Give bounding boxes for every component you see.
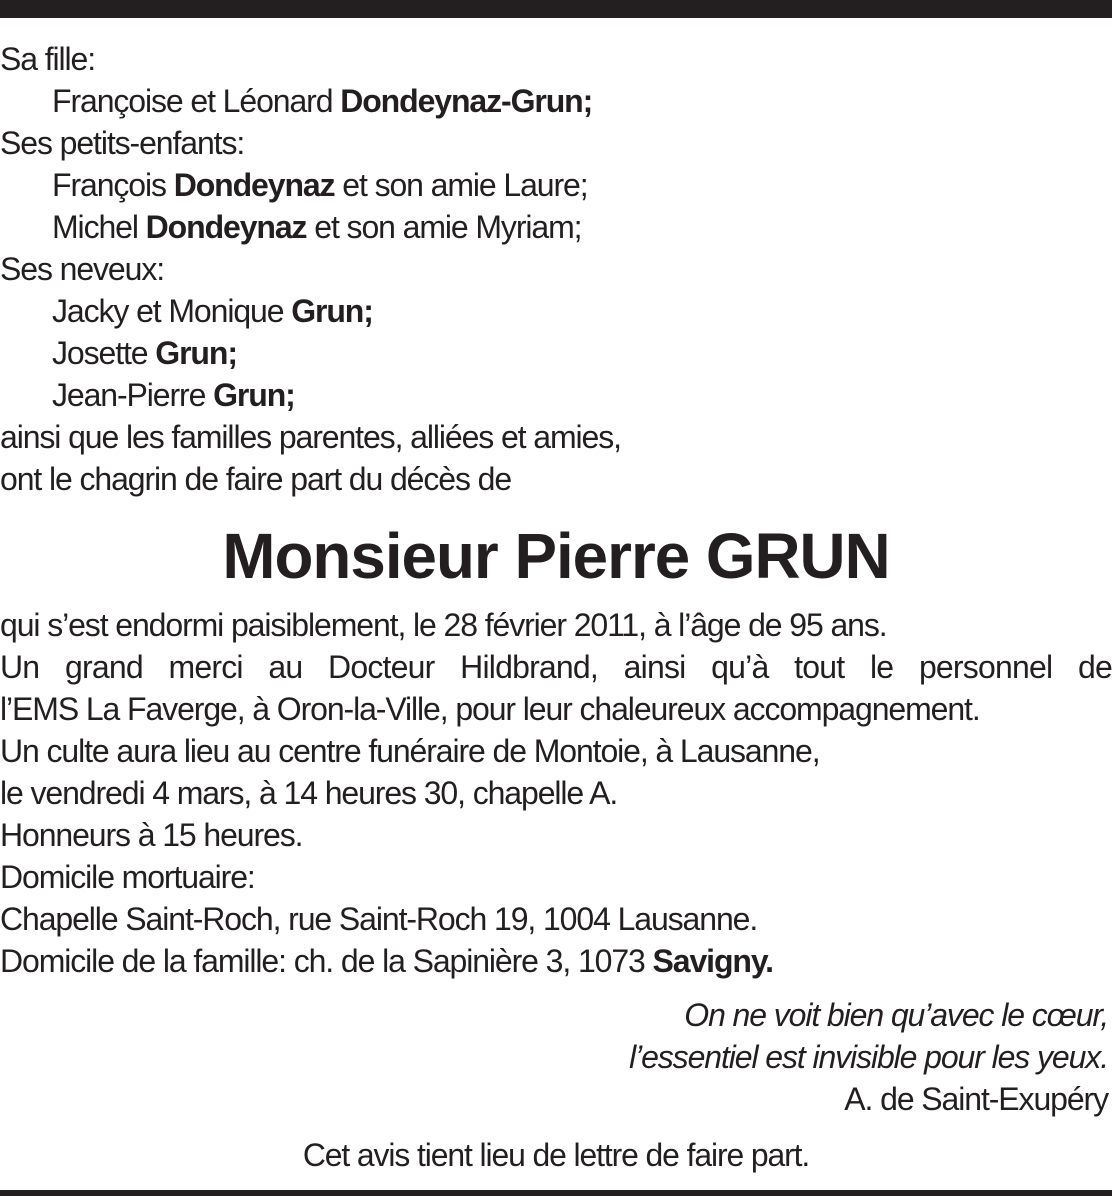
nephew-line-1 — [52, 290, 373, 332]
thanks-word: Un — [0, 649, 40, 685]
grandchild-name: Michel — [52, 209, 138, 245]
quote-line-2: l’essentiel est invisible pour les yeux. — [629, 1039, 1108, 1075]
nephew-name: Josette — [52, 335, 148, 371]
family-home-town: Savigny. — [652, 943, 773, 979]
passing-line: qui s’est endormi paisiblement, le 28 février 2011, à l’âge de 95 ans. — [0, 607, 887, 643]
thanks-word: ainsi — [623, 649, 686, 685]
thanks-word: Docteur — [328, 649, 435, 685]
thanks-word: de — [1077, 649, 1112, 685]
grandchildren-label: Ses petits-enfants: — [0, 125, 245, 161]
thanks-word: grand — [64, 649, 143, 685]
honours-line: Honneurs à 15 heures. — [0, 817, 303, 853]
footer-notice: Cet avis tient lieu de lettre de faire part. — [302, 1137, 810, 1173]
nephew-name: Jacky et Monique — [52, 293, 284, 329]
daughter-surname: Dondeynaz-Grun; — [340, 83, 593, 119]
grandchild-surname: Dondeynaz — [145, 209, 307, 245]
service-line-1: Un culte aura lieu au centre funéraire de Montoie, à Lausanne, — [0, 733, 820, 769]
thanks-line-1 — [0, 646, 1112, 688]
nephew-surname: Grun; — [291, 293, 373, 329]
bottom-rule — [0, 1190, 1112, 1196]
thanks-word: au — [268, 649, 303, 685]
nephews-label: Ses neveux: — [0, 251, 165, 287]
quote-author: A. de Saint-Exupéry — [844, 1081, 1108, 1117]
daughter-label: Sa fille: — [0, 41, 96, 77]
daughter-names: Françoise et Léonard — [52, 83, 333, 119]
thanks-word: le — [869, 649, 894, 685]
daughter-line — [52, 80, 592, 122]
nephew-name: Jean-Pierre — [52, 377, 206, 413]
mortuary-address: Chapelle Saint-Roch, rue Saint-Roch 19, 1004 Lausanne. — [0, 901, 758, 937]
grandchild-rest: et son amie Myriam; — [314, 209, 582, 245]
thanks-word: merci — [168, 649, 243, 685]
nephew-line-2 — [52, 332, 237, 374]
nephew-surname: Grun; — [213, 377, 295, 413]
nephew-surname: Grun; — [155, 335, 237, 371]
quote-line-1: On ne voit bien qu’avec le cœur, — [684, 997, 1108, 1033]
nephew-line-3 — [52, 374, 295, 416]
thanks-word: personnel — [918, 649, 1053, 685]
family-home-line — [0, 940, 773, 982]
thanks-word: Hildbrand, — [460, 649, 599, 685]
announce-line: ont le chagrin de faire part du décès de — [0, 461, 512, 497]
thanks-line-2: l’EMS La Faverge, à Oron-la-Ville, pour leur chaleureux accompagnement. — [0, 691, 980, 727]
grandchild-name: François — [52, 167, 166, 203]
grandchild-rest: et son amie Laure; — [342, 167, 588, 203]
family-home-address: Domicile de la famille: ch. de la Sapinière 3, 1073 — [0, 943, 645, 979]
grandchild-line-2 — [52, 206, 581, 248]
grandchild-surname: Dondeynaz — [173, 167, 335, 203]
others-line: ainsi que les familles parentes, alliées et amies, — [0, 419, 621, 455]
service-line-2: le vendredi 4 mars, à 14 heures 30, chapelle A. — [0, 775, 618, 811]
top-rule — [0, 0, 1112, 18]
thanks-word: tout — [794, 649, 845, 685]
thanks-word: qu’à — [711, 649, 769, 685]
deceased-name: Monsieur Pierre GRUN — [222, 520, 890, 592]
grandchild-line-1 — [52, 164, 588, 206]
mortuary-label: Domicile mortuaire: — [0, 859, 255, 895]
